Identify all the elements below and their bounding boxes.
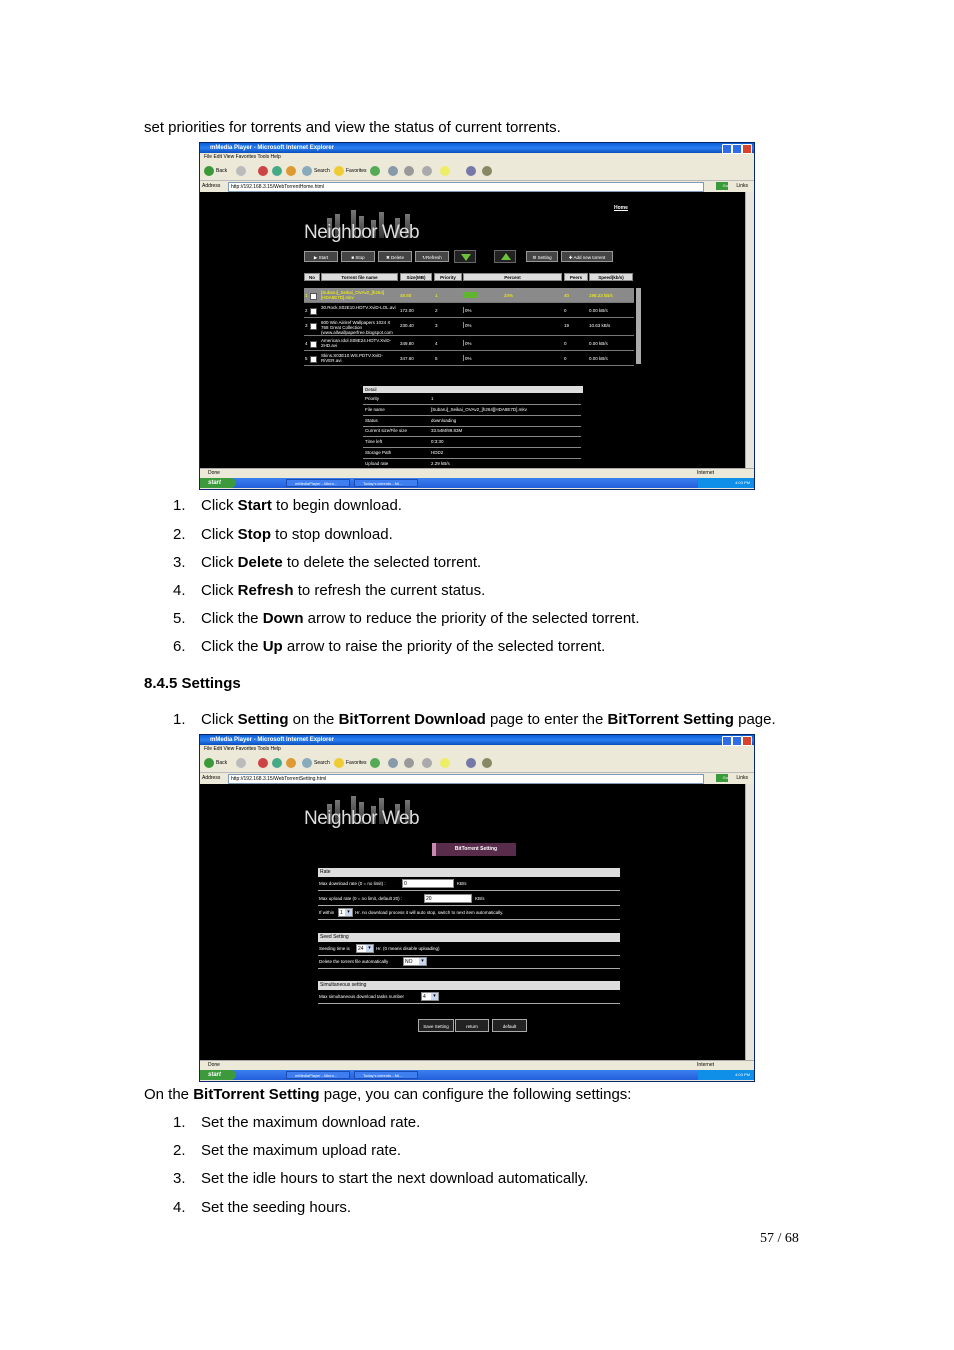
add-torrent-button[interactable]: ✚ Add new torrent (561, 251, 613, 262)
stop-button[interactable]: ■ Stop (341, 251, 375, 262)
row-percent: 0% (465, 308, 472, 313)
max-upload-label: Max upload rate (0 = no limit, default 20) : (319, 896, 403, 901)
list-item: Set the seeding hours. (201, 1199, 352, 1216)
discuss-icon[interactable] (440, 166, 450, 176)
row-number: 3 (305, 323, 308, 328)
search-label: Search (314, 760, 330, 766)
row-checkbox[interactable] (310, 356, 317, 363)
home-icon[interactable] (286, 758, 296, 768)
detail-row (363, 448, 581, 459)
page-scrollbar[interactable] (745, 784, 754, 1060)
status-bar (200, 468, 754, 477)
forward-icon[interactable] (236, 166, 246, 176)
list-number: 3. (173, 1170, 186, 1187)
address-input[interactable]: http://192.168.3.15/WebTorrentSetting.html (228, 774, 704, 784)
max-download-input[interactable]: 0 (402, 879, 454, 888)
row-filename: Skins.S03E10.WS.PDTV.XviD-RiVER.avi (321, 353, 383, 363)
detail-row (363, 437, 581, 448)
max-upload-input[interactable]: 20 (424, 894, 472, 903)
detail-row (363, 426, 581, 437)
seed-section-title: Seed Setting (318, 933, 620, 942)
detail-key: Upload rate (365, 460, 389, 466)
save-setting-button[interactable]: Save Setting (418, 1019, 454, 1032)
row-filename: [Subaru]_Seikai_OVAv2_[h264][HDA8E7D].mkv (321, 290, 385, 300)
row-speed: 0.00 kB/s (589, 341, 608, 346)
refresh-icon[interactable] (272, 166, 282, 176)
taskbar (200, 478, 754, 488)
links-label: Links (736, 775, 748, 781)
status-text: Done (208, 470, 220, 476)
list-item: Set the idle hours to start the next download automatically. (201, 1170, 589, 1187)
max-upload-row (318, 892, 620, 906)
row-peers: 19 (564, 323, 570, 328)
row-size: 172.00 (400, 308, 414, 313)
priority-up-arrow-icon[interactable] (494, 250, 516, 263)
window-titlebar: mMedia Player - Microsoft Internet Explorer (200, 735, 754, 745)
go-button[interactable]: Go (716, 774, 728, 782)
row-peers: 0 (564, 356, 567, 361)
mail-icon[interactable] (388, 166, 398, 176)
history-icon[interactable] (370, 166, 380, 176)
max-download-label: Max download rate (0 = no limit) : (319, 881, 386, 886)
col-speed: Speed(kb/s) (589, 273, 633, 281)
detail-row (363, 405, 581, 416)
back-label: Back (216, 168, 228, 174)
default-button[interactable]: default (492, 1019, 527, 1032)
detail-key: File name (365, 406, 385, 412)
detail-row (363, 394, 581, 405)
list-number: 6. (173, 638, 186, 655)
row-priority: 2 (435, 308, 438, 313)
logo-text: Neighbor Web (304, 222, 420, 243)
address-label: Address (202, 775, 221, 781)
system-tray-clock: 4:03 PM (698, 478, 754, 488)
seeding-row (318, 942, 620, 956)
page-title: BitTorrent Setting (432, 843, 516, 856)
back-icon[interactable] (204, 758, 214, 768)
row-peers: 0 (564, 308, 567, 313)
row-speed: 0.00 kB/s (589, 356, 608, 361)
refresh-button[interactable]: ↻Refresh (415, 251, 449, 262)
menu-bar[interactable]: File Edit View Favorites Tools Help (204, 746, 281, 752)
address-label: Address (202, 183, 221, 189)
simultaneous-row (318, 990, 620, 1004)
detail-value: [Subaru]_Seikai_OVAv2_[h264][HDA8E7D].mkv (431, 406, 527, 412)
print-icon[interactable] (404, 758, 414, 768)
table-row[interactable] (304, 336, 634, 351)
col-name: Torrent file name (321, 273, 398, 281)
system-tray-clock: 4:03 PM (698, 1070, 754, 1080)
priority-down-arrow-icon[interactable] (454, 250, 476, 263)
list-item: Click Start to begin download. (201, 497, 402, 514)
address-bar (200, 773, 754, 783)
row-percent: 0% (465, 323, 472, 328)
setting-button[interactable]: ⚙ Setting (526, 251, 558, 262)
edit-icon[interactable] (422, 758, 432, 768)
idle-hours-select[interactable]: 1 ▾ (338, 908, 353, 917)
row-progress-bar (463, 340, 464, 346)
refresh-icon[interactable] (272, 758, 282, 768)
idle-hours-suffix: Hr. no download process it will auto stop, switch to next item automatically. (355, 910, 504, 915)
detail-title: Detail (363, 386, 583, 393)
row-progress-bar (463, 355, 464, 361)
delete-button[interactable]: ✖ Delete (378, 251, 412, 262)
detail-key: Status (365, 417, 378, 423)
intro-text: set priorities for torrents and view the status of current torrents. (144, 119, 561, 136)
seeding-label: Seeding time is (319, 946, 350, 951)
list-item: Click Stop to stop download. (201, 526, 393, 543)
table-row[interactable] (304, 351, 634, 366)
list-item: Click Refresh to refresh the current status. (201, 582, 486, 599)
print-icon[interactable] (404, 166, 414, 176)
torrent-table (304, 288, 634, 368)
delete-torrent-select[interactable]: NO ▾ (403, 957, 427, 966)
row-speed: 198.23 kB/s (589, 293, 613, 298)
list-number: 2. (173, 526, 186, 543)
logo-text: Neighbor Web (304, 808, 420, 829)
home-icon[interactable] (286, 166, 296, 176)
row-peers: 0 (564, 341, 567, 346)
delete-torrent-row (318, 955, 620, 969)
list-item: Set the maximum download rate. (201, 1114, 421, 1131)
list-number: 1. (173, 497, 186, 514)
row-priority: 5 (435, 356, 438, 361)
row-size: 349.80 (400, 341, 414, 346)
search-icon[interactable] (302, 166, 312, 176)
start-button[interactable]: ▶ Start (304, 251, 338, 262)
table-row[interactable] (304, 303, 634, 318)
list-item: Set the maximum upload rate. (201, 1142, 402, 1159)
task-mmedia[interactable]: mMediaPlayer - Micro... (286, 1071, 350, 1079)
history-icon[interactable] (370, 758, 380, 768)
status-zone: Internet (697, 1062, 714, 1068)
simultaneous-select[interactable]: 4 ▾ (421, 992, 439, 1001)
discuss-icon[interactable] (440, 758, 450, 768)
back-label: Back (216, 760, 228, 766)
page-content (200, 784, 746, 1060)
favorites-icon[interactable] (334, 758, 344, 768)
max-download-unit: KB/s (457, 881, 467, 886)
window-titlebar: mMedia Player - Microsoft Internet Explorer (200, 143, 754, 153)
row-filename: American.Idol.S08E24.HDTV.XviD-2HD.avi (321, 338, 392, 348)
detail-row (363, 416, 581, 427)
address-input[interactable]: http://192.168.3.15/WebTorrentHome.html (228, 182, 704, 192)
table-scrollbar[interactable] (636, 288, 641, 364)
row-priority: 1 (435, 293, 438, 298)
max-upload-unit: KB/s (475, 896, 485, 901)
table-row[interactable] (304, 318, 634, 336)
col-percent: Percent (463, 273, 562, 281)
table-row[interactable] (304, 288, 634, 303)
status-text: Done (208, 1062, 220, 1068)
row-percent: 34% (504, 293, 514, 298)
detail-value: 33.54M/99.83M (431, 428, 463, 434)
detail-key: Storage Path (365, 450, 392, 455)
favorites-label: Favorites (346, 168, 367, 174)
row-checkbox[interactable] (310, 293, 317, 300)
row-progress-bar (463, 292, 478, 298)
status-bar (200, 1060, 754, 1069)
list-number: 1. (173, 1114, 186, 1131)
row-filename: 600 Win Aiiriref Wallpapers 1024 X 768 Great Collection (www.allwallpaperfree.blogspot.com (321, 320, 393, 335)
row-number: 2 (305, 308, 308, 313)
detail-value: 1 (431, 396, 434, 401)
detail-value: 0:3:30 (431, 439, 444, 445)
task-torrents[interactable]: Today's torrents - Mi... (354, 1071, 418, 1079)
row-number: 4 (305, 341, 308, 346)
favorites-label: Favorites (346, 760, 367, 766)
row-checkbox[interactable] (310, 341, 317, 348)
media-icon[interactable] (482, 166, 492, 176)
step-text: Click Setting on the BitTorrent Download page to enter the BitTorrent Setting page. (201, 711, 776, 728)
row-peers: 40 (564, 293, 570, 298)
browser-toolbar (200, 754, 754, 773)
col-priority: Priority (434, 273, 462, 281)
col-size: Size(MB) (400, 273, 432, 281)
detail-key: Time left (365, 439, 383, 445)
col-no: No (304, 273, 320, 281)
row-priority: 4 (435, 341, 438, 346)
links-label: Links (736, 183, 748, 189)
start-menu-button[interactable]: start (200, 1070, 236, 1080)
idle-hours-row (318, 906, 620, 920)
list-item: Click the Down arrow to reduce the priority of the selected torrent. (201, 610, 640, 627)
row-checkbox[interactable] (310, 323, 317, 330)
home-link[interactable]: Home (614, 205, 628, 211)
mail-icon[interactable] (388, 758, 398, 768)
row-speed: 0.00 kB/s (589, 308, 608, 313)
settings-intro-text: On the BitTorrent Setting page, you can configure the following settings: (144, 1086, 632, 1103)
simultaneous-label: Max simultaneous download tasks number (319, 994, 405, 999)
detail-value: downloading (431, 417, 457, 423)
row-number: 1 (305, 293, 308, 298)
row-number: 5 (305, 356, 308, 361)
address-bar (200, 181, 754, 191)
row-size: 230.40 (400, 323, 414, 328)
list-number: 3. (173, 554, 186, 571)
row-progress-bar (463, 322, 464, 328)
status-zone: Internet (697, 470, 714, 476)
simultaneous-section-title: Simultaneous setting (318, 981, 620, 990)
list-item: Click the Up arrow to raise the priority of the selected torrent. (201, 638, 606, 655)
row-size: 347.60 (400, 356, 414, 361)
detail-table (363, 394, 583, 470)
start-menu-button[interactable]: start (200, 478, 236, 488)
section-heading: 8.4.5 Settings (144, 675, 241, 692)
list-number: 2. (173, 1142, 186, 1159)
list-number: 4. (173, 1199, 186, 1216)
settings-screenshot (199, 734, 755, 1082)
detail-value: HDD2 (431, 450, 444, 455)
row-percent: 0% (465, 341, 472, 346)
row-size: 48.60 (400, 293, 412, 298)
page-content (200, 192, 746, 468)
seeding-suffix: Hr. (0 means disable uploading) (376, 946, 440, 951)
step-number: 1. (173, 711, 186, 728)
list-number: 4. (173, 582, 186, 599)
row-filename: 30.Rock.S02E10.HDTV.XviD-LOL.avi (321, 305, 396, 310)
browser-toolbar (200, 162, 754, 181)
forward-icon[interactable] (236, 758, 246, 768)
detail-value: 2.29 kB/s (431, 460, 450, 466)
row-priority: 3 (435, 323, 438, 328)
task-torrents[interactable]: Today's torrents - Mi... (354, 479, 418, 487)
media-icon[interactable] (482, 758, 492, 768)
page-scrollbar[interactable] (745, 192, 754, 468)
row-speed: 10.63 kB/s (589, 323, 611, 328)
row-checkbox[interactable] (310, 308, 317, 315)
stop-icon[interactable] (258, 166, 268, 176)
row-progress-bar (463, 307, 464, 313)
task-mmedia[interactable]: mMediaPlayer - Micro... (286, 479, 350, 487)
col-peers: Peers (564, 273, 588, 281)
list-number: 5. (173, 610, 186, 627)
seeding-select[interactable]: 24 ▾ (356, 944, 374, 953)
messenger-icon[interactable] (466, 758, 476, 768)
edit-icon[interactable] (422, 166, 432, 176)
delete-torrent-label: Delete the torrent file automatically (319, 959, 389, 964)
row-percent: 0% (465, 356, 472, 361)
search-icon[interactable] (302, 758, 312, 768)
list-item: Click Delete to delete the selected torrent. (201, 554, 482, 571)
idle-hours-label: If within (319, 910, 335, 915)
stop-icon[interactable] (258, 758, 268, 768)
search-label: Search (314, 168, 330, 174)
menu-bar[interactable]: File Edit View Favorites Tools Help (204, 154, 281, 160)
return-button[interactable]: return (455, 1019, 489, 1032)
max-download-row (318, 877, 620, 891)
page-number: 57 / 68 (760, 1231, 799, 1246)
rate-section-title: Rate (318, 868, 620, 877)
taskbar (200, 1070, 754, 1080)
messenger-icon[interactable] (466, 166, 476, 176)
torrent-list-screenshot (199, 142, 755, 490)
detail-key: Priority (365, 396, 380, 401)
go-button[interactable]: Go (716, 182, 728, 190)
back-icon[interactable] (204, 166, 214, 176)
detail-key: Current size/File size (365, 428, 408, 434)
favorites-icon[interactable] (334, 166, 344, 176)
